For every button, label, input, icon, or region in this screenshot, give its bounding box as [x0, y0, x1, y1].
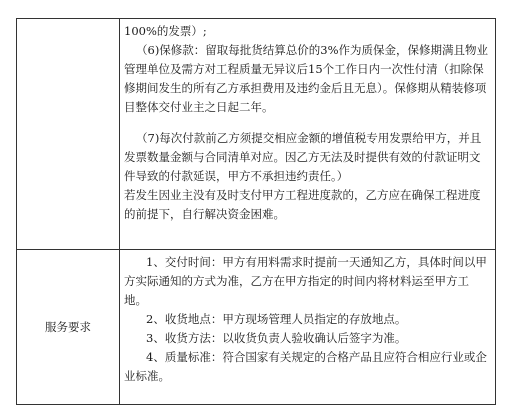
service-requirements-label: 服务要求	[17, 250, 120, 405]
delivery-time-item: 1、交付时间：甲方有用料需求时提前一天通知乙方，具体时间以甲方实际通知的方式为准，乙方在甲方指定的时间内将材料运至甲方工地。	[124, 255, 487, 307]
receiving-method-item: 3、收货方法：以收货负责人验收确认后签字为准。	[146, 331, 407, 345]
spacer	[124, 117, 491, 129]
payment-terms-row	[17, 19, 496, 250]
service-requirements-content	[120, 250, 496, 405]
invoice-clause: （7)每次付款前乙方须提交相应金额的增值税专用发票给甲方，并且发票数量金额与合同清单对应。因乙方无法及时提供有效的付款证明文件导致的付款延误，甲方不承担违约责任。）	[124, 131, 482, 183]
warranty-clause: （6)保修款：留取每批货结算总价的3%作为质保金，保修期满且物业管理单位及需方对工程质量无异议后15个工作日内一次性付清（扣除保修期间发生的所有乙方承担费用及违约金后且无息）。保修期从精装修项目整体交付业主之日起二年。	[124, 43, 489, 114]
funding-clause: 若发生因业主没有及时支付甲方工程进度款的，乙方应在确保工程进度的前提下，自行解决资金困难。	[124, 188, 481, 221]
payment-terms-label	[17, 19, 120, 250]
payment-terms-content	[120, 19, 496, 250]
contract-table	[16, 18, 496, 405]
service-requirements-row	[17, 250, 496, 405]
quality-standard-item: 4、质量标准：符合国家有关规定的合格产品且应符合相应行业或企业标准。	[124, 350, 487, 383]
invoice-continuation-text: 100%的发票）;	[124, 24, 207, 38]
delivery-location-item: 2、收货地点：甲方现场管理人员指定的存放地点。	[146, 312, 407, 326]
